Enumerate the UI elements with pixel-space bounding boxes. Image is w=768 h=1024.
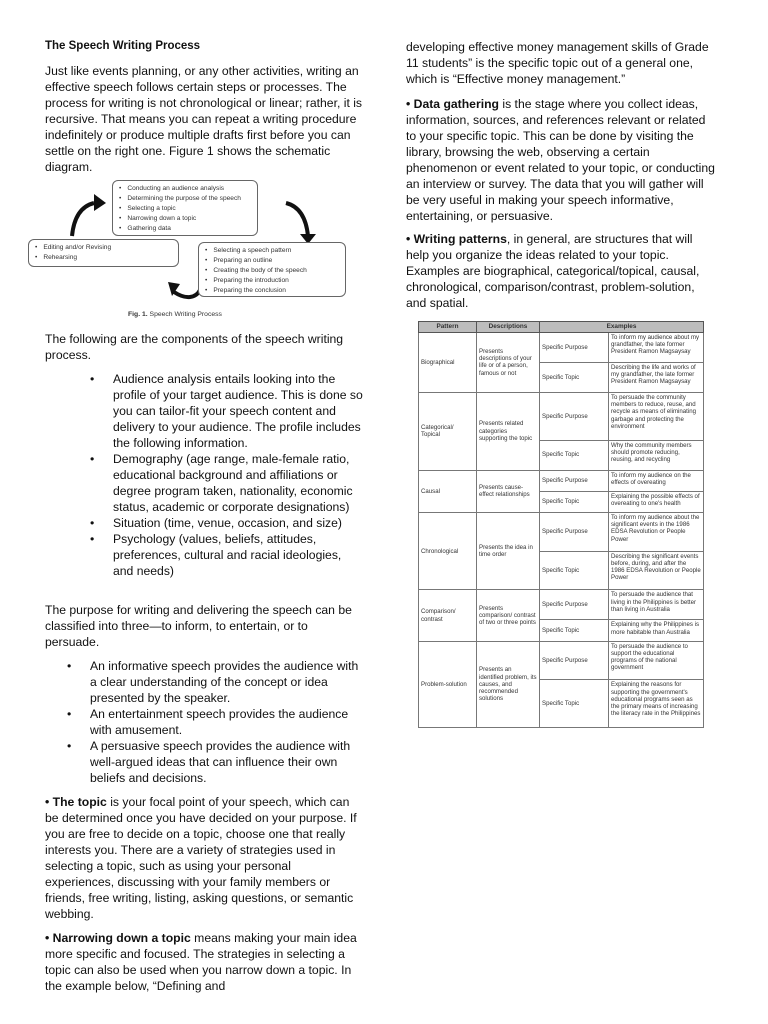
arrow-bottom-icon [174, 290, 200, 297]
list-item: • Preparing an outline [205, 256, 341, 266]
list-item: • Narrowing down a topic [119, 214, 253, 224]
figure-caption [128, 311, 222, 318]
topic-term: • The topic [45, 795, 107, 809]
header-descriptions: Descriptions [477, 322, 540, 333]
drafting-box [198, 242, 346, 297]
list-item: • Psychology (values, beliefs, attitudes, preferences, cultural and racial ideologies, and needs) [113, 531, 363, 579]
data-gathering-term: • Data gathering [406, 97, 499, 111]
speech-writing-process-figure [28, 178, 363, 323]
description-cell: Presents related categories supporting the topic [477, 392, 540, 470]
list-item: • Conducting an audience analysis [119, 184, 253, 194]
description-cell: Presents the idea in time order [477, 512, 540, 590]
page-title: The Speech Writing Process [45, 40, 201, 52]
purpose-cell: To persuade the audience that living in the Philippines is better than living in Australia [609, 590, 704, 620]
topic-cell: Describing the life and works of my grandfather, the late former President Ramon Magsaysay [609, 362, 704, 392]
topic-label-cell: Specific Topic [540, 680, 609, 728]
writing-patterns-paragraph [406, 231, 718, 311]
narrowing-paragraph [45, 930, 363, 994]
narrowing-term: • Narrowing down a topic [45, 931, 191, 945]
topic-label-cell: Specific Topic [540, 620, 609, 641]
table-header-row [419, 322, 704, 333]
pattern-cell: Causal [419, 470, 477, 512]
list-item: • Selecting a topic [119, 204, 253, 214]
topic-cell: Why the community members should promote reducing, reusing, and recycling [609, 440, 704, 470]
topic-cell: Explaining why the Philippines is more habitable than Australia [609, 620, 704, 641]
list-item: • Creating the body of the speech [205, 266, 341, 276]
arrow-down-right-icon [286, 203, 308, 236]
list-item: • Determining the purpose of the speech [119, 194, 253, 204]
narrowing-text: means making your main idea more specific and focused. The strategies in selecting a topic can also be used when you narrow down a topic. In the example below, “Defining and [45, 931, 357, 993]
table-row [419, 392, 704, 440]
writing-patterns-table [418, 321, 704, 728]
list-item: • Gathering data [119, 224, 253, 234]
purpose-label-cell: Specific Purpose [540, 590, 609, 620]
topic-paragraph [45, 794, 363, 922]
description-cell: Presents comparison/ contrast of two or three points [477, 590, 540, 641]
topic-text: is your focal point of your speech, which can be determined once you have decided on your purpose. If you are free to decide on a topic, choose one that really interests you. There are a variety of strategies used in selecting a topic, such as using your personal experiences, discussing with your family members or friends, free writing, listing, asking questions, or semantic webbing. [45, 795, 357, 921]
list-item: • Demography (age range, male-female ratio, educational background and affiliations or degree program taken, nationality, economic status, academic or corporate designations) [113, 451, 363, 515]
writing-patterns-text: , in general, are structures that will help you organize the ideas related to your topic. Examples are biographical, categorical/topical, causal, chronological, comparison/contrast, problem-solution, and spatial. [406, 232, 700, 310]
topic-cell: Explaining the reasons for supporting the government's educational programs seen as the primary means of increasing the literacy rate in the Philippines [609, 680, 704, 728]
purpose-label-cell: Specific Purpose [540, 392, 609, 440]
list-item: • An informative speech provides the audience with a clear understanding of the concept or idea presented by the speaker. [90, 658, 363, 706]
list-item: • A persuasive speech provides the audience with well-argued ideas that can influence their own beliefs and decisions. [90, 738, 363, 786]
table-row [419, 641, 704, 680]
purpose-cell: To inform my audience about my grandfather, the late former President Ramon Magsaysay [609, 333, 704, 363]
caption-text: Speech Writing Process [149, 311, 222, 318]
table-row [419, 333, 704, 363]
list-item: • Selecting a speech pattern [205, 246, 341, 256]
description-cell: Presents cause-effect relationships [477, 470, 540, 512]
topic-label-cell: Specific Topic [540, 440, 609, 470]
description-cell: Presents an identified problem, its causes, and recommended solutions [477, 641, 540, 727]
pattern-cell: Biographical [419, 333, 477, 393]
intro-paragraph: Just like events planning, or any other activities, writing an effective speech follows certain steps or processes. The process for writing is not chronological or linear; rather, it is recursive. That means you can repeat a writing procedure indefinitely or produce multiple drafts first before you can settle on the right one. Figure 1 shows the schematic diagram. [45, 64, 363, 174]
header-examples: Examples [540, 322, 704, 333]
data-gathering-paragraph [406, 96, 718, 224]
purpose-label-cell: Specific Purpose [540, 641, 609, 680]
caption-label: Fig. 1. [128, 311, 148, 318]
table-row [419, 590, 704, 620]
list-item: • Preparing the introduction [205, 276, 341, 286]
purpose-intro: The purpose for writing and delivering the speech can be classified into three—to inform, to entertain, or to persuade. [45, 603, 352, 649]
header-pattern: Pattern [419, 322, 477, 333]
pattern-cell: Problem-solution [419, 641, 477, 727]
list-item: • Editing and/or Revising [35, 243, 174, 253]
pattern-cell: Chronological [419, 512, 477, 590]
purpose-cell: To persuade the audience to support the educational programs of the national government [609, 641, 704, 680]
table-row [419, 470, 704, 491]
arrowhead-icon [94, 194, 106, 211]
list-item: • Rehearsing [35, 253, 174, 263]
purpose-label-cell: Specific Purpose [540, 470, 609, 491]
purpose-cell: To inform my audience about the significant events in the 1986 EDSA Revolution or People Power [609, 512, 704, 551]
topic-cell: Explaining the possible effects of overeating to one's health [609, 491, 704, 512]
list-item: • Situation (time, venue, occasion, and size) [113, 515, 363, 531]
topic-label-cell: Specific Topic [540, 491, 609, 512]
pattern-cell: Comparison/ contrast [419, 590, 477, 641]
list-item: • Preparing the conclusion [205, 286, 341, 296]
purpose-label-cell: Specific Purpose [540, 512, 609, 551]
purpose-cell: To persuade the community members to reduce, reuse, and recycle as means of eliminating garbage and protecting the environment [609, 392, 704, 440]
list-item: • Audience analysis entails looking into the profile of your target audience. This is done so you can tailor-fit your speech content and delivery to your audience. The profile includes the following information. [113, 371, 363, 451]
components-intro: The following are the components of the speech writing process. [45, 332, 344, 362]
pattern-cell: Categorical/ Topical [419, 392, 477, 470]
topic-label-cell: Specific Topic [540, 551, 609, 590]
arrow-up-left-icon [72, 203, 94, 236]
purpose-cell: To inform my audience on the effects of overeating [609, 470, 704, 491]
data-gathering-text: is the stage where you collect ideas, information, sources, and references relevant or related to your specific topic. This can be done by visiting the library, browsing the web, observing a certain phenomenon or event related to your topic, or conducting an interview or survey. The data that you will gather will be very useful in making your speech informative, entertaining, or persuasive. [406, 97, 715, 223]
continuation-paragraph: developing effective money management skills of Grade 11 students” is the specific topic out of a general one, which is “Effective money management.” [406, 40, 709, 86]
audience-analysis-list [113, 371, 363, 579]
purpose-list [90, 658, 363, 786]
table-row [419, 512, 704, 551]
topic-cell: Describing the significant events before, during, and after the 1986 EDSA Revolution or People Power [609, 551, 704, 590]
list-item: • An entertainment speech provides the audience with amusement. [90, 706, 363, 738]
revising-box [28, 239, 179, 267]
planning-box [112, 180, 258, 236]
topic-label-cell: Specific Topic [540, 362, 609, 392]
writing-patterns-term: • Writing patterns [406, 232, 507, 246]
purpose-label-cell: Specific Purpose [540, 333, 609, 363]
description-cell: Presents descriptions of your life or of a person, famous or not [477, 333, 540, 393]
